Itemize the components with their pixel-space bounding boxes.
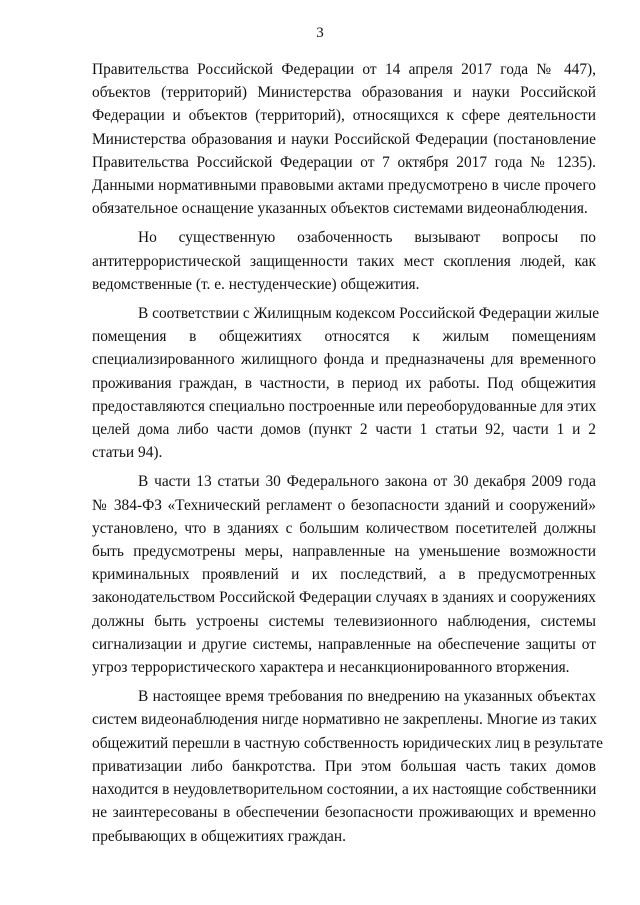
text-line: антитеррористической защищенности таких мест скопления людей, как [92, 252, 596, 270]
text-line: Данными нормативными правовыми актами предусмотрено в числе прочего [92, 177, 596, 195]
text-line: систем видеонаблюдения нигде нормативно не закреплены. Многие из таких [92, 711, 597, 729]
text-line: помещения в общежитиях относятся к жилым помещениям [92, 328, 596, 346]
text-line: В настоящее время требования по внедрению на указанных объектах [138, 688, 596, 706]
text-line: специализированного жилищного фонда и предназначены для временного [92, 351, 596, 369]
text-line: установлено, что в зданиях с большим количеством посетителей должны [92, 519, 596, 537]
text-line: приватизации либо банкротства. При этом большая часть таких домов [92, 757, 596, 775]
text-line: объектов (территорий) Министерства образования и науки Российской [92, 84, 596, 102]
text-line: быть предусмотрены меры, направленные на уменьшение возможности [92, 543, 596, 561]
text-line: В части 13 статьи 30 Федерального закона от 30 декабря 2009 года [138, 473, 596, 491]
text-line: находится в неудовлетворительном состоянии, а их настоящие собственники [92, 781, 597, 799]
text-line: Министерства образования и науки Российской Федерации (постановление [92, 130, 596, 148]
text-line: обязательное оснащение указанных объектов системами видеонаблюдения. [92, 200, 588, 218]
text-line: не заинтересованы в обеспечении безопасности проживающих и временно [92, 804, 596, 822]
text-line: сигнализации и другие системы, направленные на обеспечение защиты от [92, 635, 596, 653]
text-line: ведомственные (т. е. нестуденческие) общежития. [92, 275, 420, 293]
paragraph-1 [92, 58, 596, 220]
text-line: целей дома либо части домов (пункт 2 части 1 статьи 92, части 1 и 2 [92, 421, 596, 439]
text-line: Правительства Российской Федерации от 14 апреля 2017 года № 447), [92, 61, 596, 78]
text-line: В соответствии с Жилищным кодексом Российской Федерации жилые [138, 305, 600, 323]
text-line: статьи 94). [92, 444, 163, 462]
text-line: пребывающих в общежитиях граждан. [92, 827, 346, 845]
text-line: предоставляются специально построенные или переоборудованные для этих [92, 397, 597, 415]
text-line: должны быть устроены системы телевизионного наблюдения, системы [92, 612, 596, 630]
text-line: Федерации и объектов (территорий), относящихся к сфере деятельности [92, 107, 596, 125]
body-text [92, 58, 603, 854]
text-line: № 384-ФЗ «Технический регламент о безопасности зданий и сооружений» [92, 496, 596, 514]
page-number: 3 [316, 25, 324, 41]
paragraph-3 [92, 302, 600, 464]
paragraph-2 [92, 226, 596, 296]
text-line: Но существенную озабоченность вызывают вопросы по [138, 229, 596, 247]
paragraph-4 [92, 470, 596, 679]
text-line: законодательством Российской Федерации случаях в зданиях и сооружениях [92, 589, 596, 607]
text-line: проживания граждан, в частности, в период их работы. Под общежития [92, 374, 596, 392]
text-line: Правительства Российской Федерации от 7 октября 2017 года № 1235). [92, 153, 596, 171]
paragraph-5 [92, 685, 603, 847]
text-line: угроз террористического характера и несанкционированного вторжения. [92, 659, 570, 677]
text-line: криминальных проявлений и их последствий, а в предусмотренных [92, 566, 596, 584]
text-line: общежитий перешли в частную собственность юридических лиц в результате [92, 734, 603, 752]
